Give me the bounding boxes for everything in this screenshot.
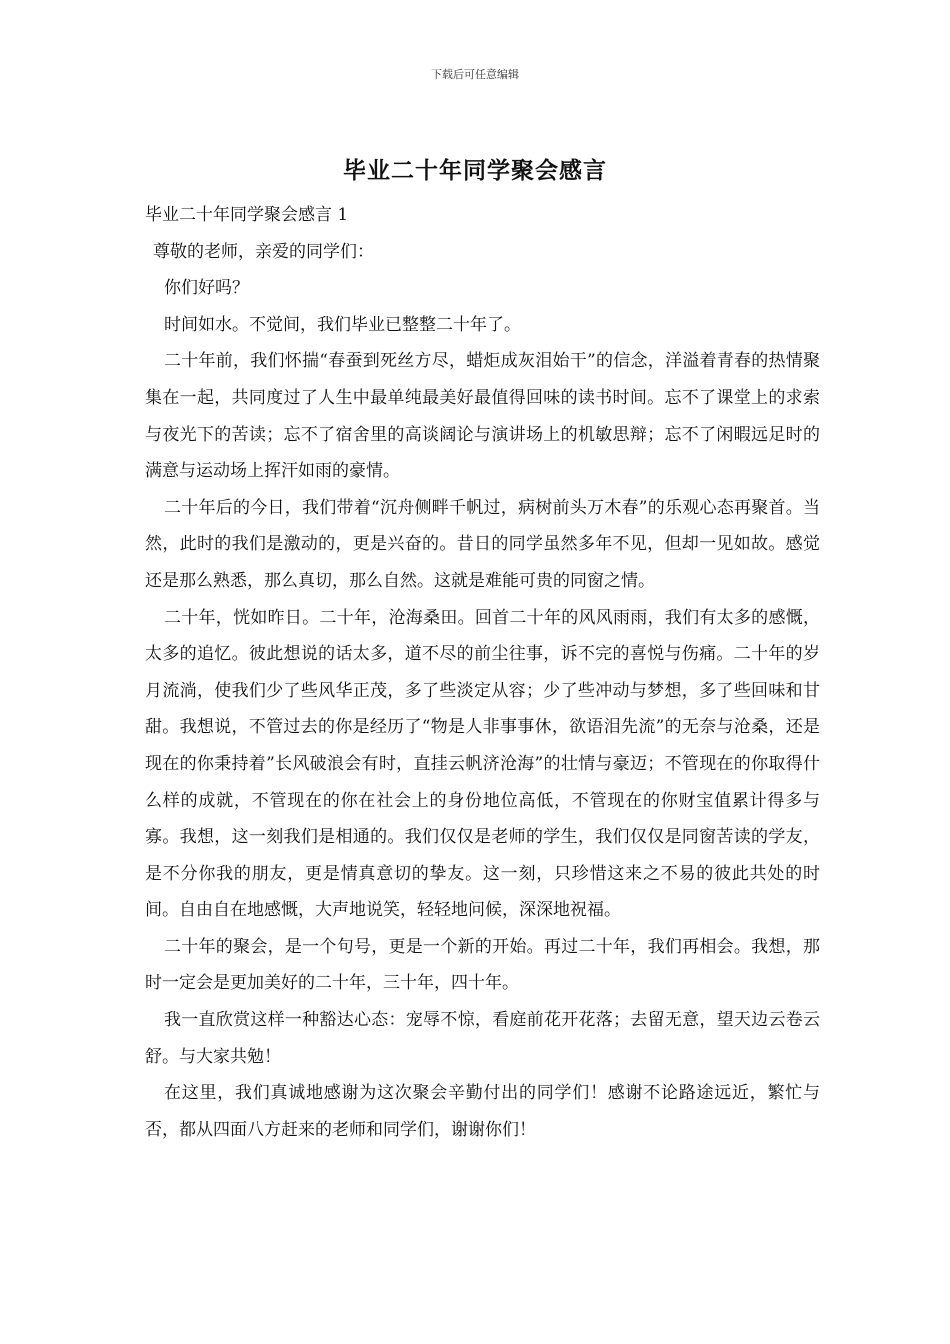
document-body (145, 197, 820, 1148)
paragraph-2: 时间如水。不觉间，我们毕业已整整二十年了。 (164, 314, 521, 335)
paragraph-3: 二十年前，我们怀揣“春蚕到死丝方尽，蜡炬成灰泪始干”的信念，洋溢着青春的热情聚集在一起，共同度过了人生中最单纯最美好最值得回味的读书时间。忘不了课堂上的求索与夜光下的苦读；忘不了宿舍里的高谈阔论与演讲场上的机敏思辩；忘不了闲暇远足时的满意与运动场上挥汗如雨的豪情。 (145, 351, 820, 482)
document-title: 毕业二十年同学聚会感言 (343, 157, 607, 184)
header-note: 下载后可任意编辑 (431, 68, 519, 81)
section-subtitle: 毕业二十年同学聚会感言 1 (145, 205, 349, 225)
paragraph-6: 二十年的聚会，是一个句号，更是一个新的开始。再过二十年，我们再相会。我想，那时一定会是更加美好的二十年，三十年，四十年。 (145, 936, 820, 994)
paragraph-8: 在这里，我们真诚地感谢为这次聚会辛勤付出的同学们！感谢不论路途远近，繁忙与否，都从四面八方赶来的老师和同学们，谢谢你们！ (145, 1083, 820, 1140)
paragraph-4: 二十年后的今日，我们带着“沉舟侧畔千帆过，病树前头万木春”的乐观心态再聚首。当然，此时的我们是激动的，更是兴奋的。昔日的同学虽然多年不见，但却一见如故。感觉还是那么熟悉，那么真切，那么自然。这就是难能可贵的同窗之情。 (145, 497, 820, 591)
paragraph-5: 二十年，恍如昨日。二十年，沧海桑田。回首二十年的风风雨雨，我们有太多的感慨，太多的追忆。彼此想说的话太多，道不尽的前尘往事，诉不完的喜悦与伤痛。二十年的岁月流淌，使我们少了些风华正茂，多了些淡定从容；少了些冲动与梦想，多了些回味和甘甜。我想说，不管过去的你是经历了“物是人非事事休，欲语泪先流”的无奈与沧桑，还是现在的你秉持着”长风破浪会有时，直挂云帆济沧海”的壮情与豪迈；不管现在的你取得什么样的成就，不管现在的你在社会上的身份地位高低，不管现在的你财宝值累计得多与寡。我想，这一刻我们是相通的。我们仅仅是老师的学生，我们仅仅是同窗苦读的学友，是不分你我的朋友，更是情真意切的挚友。这一刻，只珍惜这来之不易的彼此共处的时间。自由自在地感慨，大声地说笑，轻轻地问候，深深地祝福。 (145, 607, 820, 921)
greeting-line: 尊敬的老师，亲爱的同学们： (153, 241, 374, 262)
paragraph-1: 你们好吗？ (164, 278, 249, 299)
paragraph-7: 我一直欣赏这样一种豁达心态：宠辱不惊，看庭前花开花落；去留无意，望天边云卷云舒。与大家共勉！ (145, 1010, 820, 1067)
